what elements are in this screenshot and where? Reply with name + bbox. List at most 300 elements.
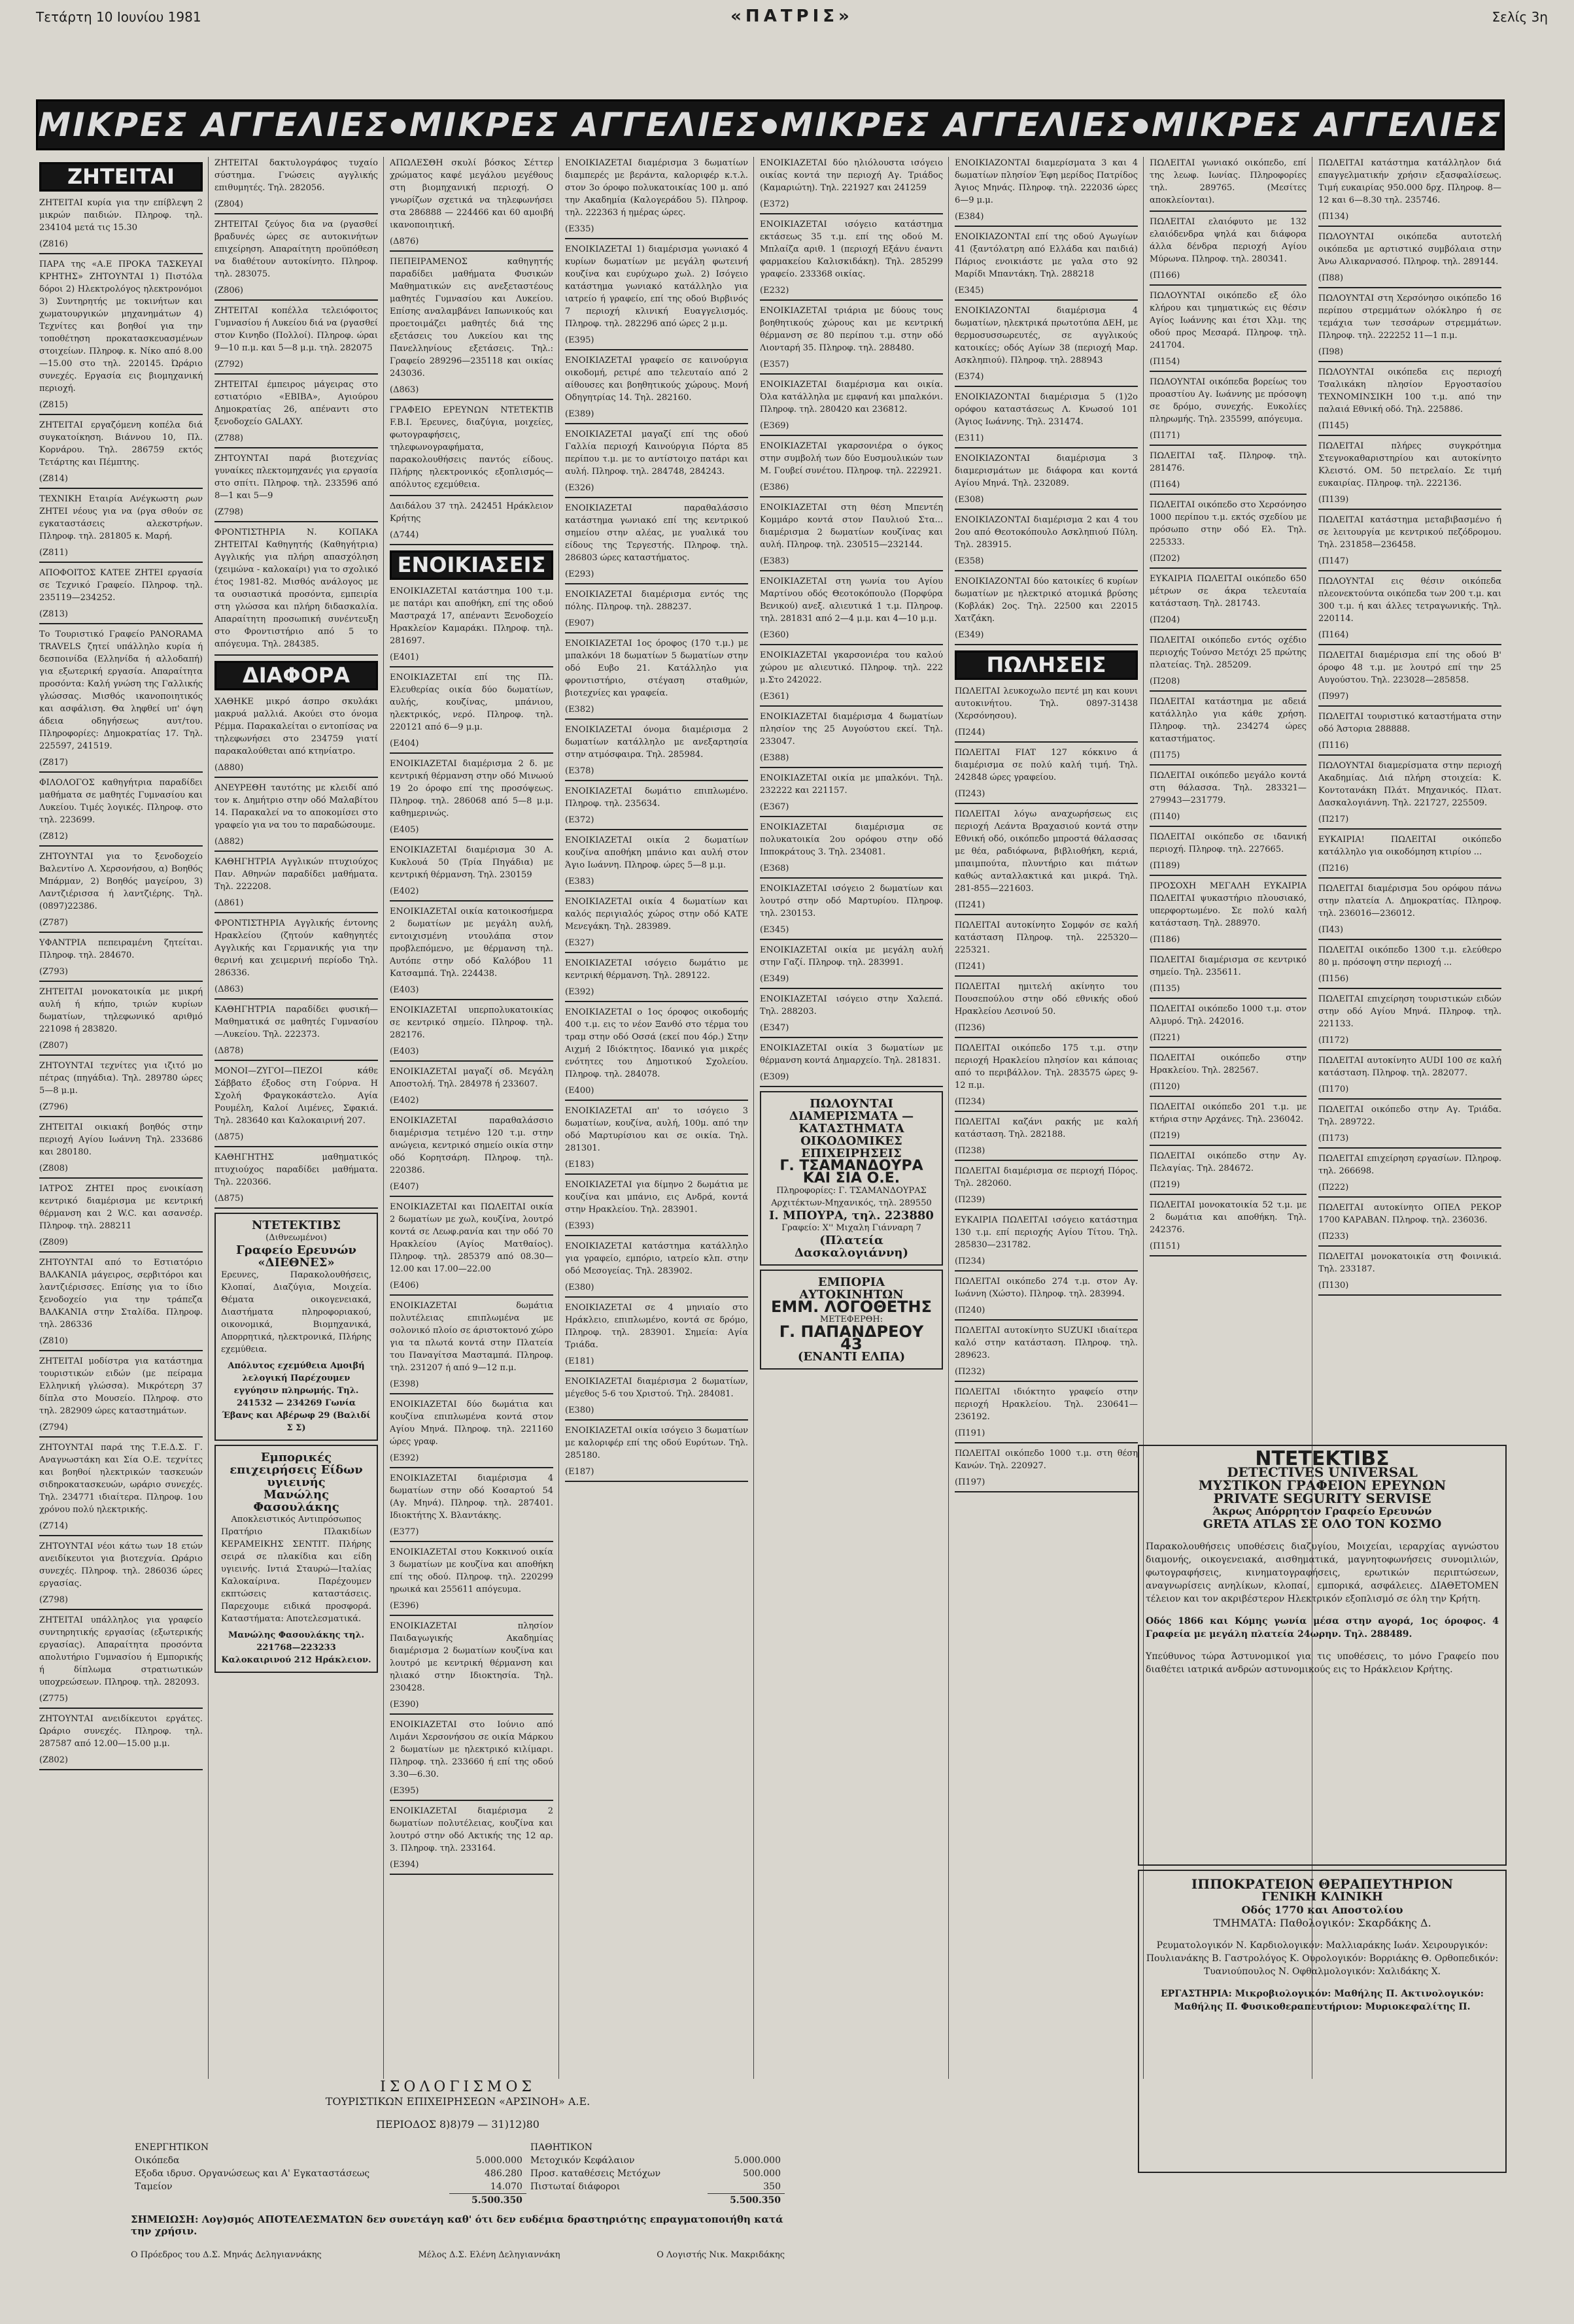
classified-ad bbox=[1318, 834, 1501, 879]
ad-divider bbox=[390, 1060, 553, 1062]
classified-ad bbox=[565, 157, 748, 239]
ad-code: (Π197) bbox=[955, 1477, 985, 1487]
classified-ad bbox=[390, 1805, 553, 1875]
ad-divider bbox=[760, 767, 943, 768]
ad-divider bbox=[390, 752, 553, 754]
ad-code: (Ζ798) bbox=[39, 1595, 68, 1605]
ad-text: ΠΩΛΕΙΤΑΙ FIAT 127 κόκκινο ά διαμέρισμα σε πολύ καλή τιμή. Τηλ. 242848 ώρες γραφείου. bbox=[955, 748, 1138, 783]
ad-text: ΕΝΟΙΚΙΑΖΕΤΑΙ διαμέρισμα 2 δωματίων, μέγεθος 5-6 του Χριστού. Τηλ. 284081. bbox=[565, 1377, 748, 1399]
ad-divider bbox=[955, 644, 1138, 645]
ad-code: (Ε311) bbox=[955, 433, 984, 443]
classified-ad bbox=[955, 1275, 1138, 1321]
ad-code: (Ε395) bbox=[565, 335, 594, 345]
ad-text: ΠΩΛΕΙΤΑΙ λευκοχωλο πεντέ μη και κουνι αυτοκινήτου. Τηλ. 0897-31438 (Χερσόνησου). bbox=[955, 686, 1138, 721]
ad-divider bbox=[565, 632, 748, 633]
classified-ad bbox=[760, 157, 943, 214]
ad-divider bbox=[1150, 1145, 1307, 1146]
ad-list bbox=[1150, 157, 1307, 1256]
ad-code: (Π154) bbox=[1150, 357, 1180, 367]
ad-code: (Ε390) bbox=[390, 1700, 419, 1709]
cell bbox=[131, 2194, 449, 2208]
cell bbox=[526, 2194, 708, 2208]
ad-code: (Ε308) bbox=[955, 495, 984, 505]
ad-title: ΝΤΕΤΕΚΤΙΒΣ bbox=[1255, 1447, 1390, 1470]
cell: Εξοδα ιδρυσ. Οργανώσεως και Α' Εγκαταστάσεως bbox=[135, 2168, 370, 2179]
ad-text: ΕΝΟΙΚΙΑΖΕΤΑΙ ισόγειο δωμάτιο με κεντρική θέρμανση. Τηλ. 289122. bbox=[565, 958, 748, 981]
ad-text: ΠΩΛΟΥΝΤΑΙ οικόπεδα εις περιοχή Τσαλικάκη πλησίον Εργοστασίου ΤΕΧΝΟΜΙΝΣΙΚΗ 100 τ.μ. από την παλαιά Εθνική οδό. Τηλ. 225886. bbox=[1318, 367, 1501, 414]
classified-ad bbox=[39, 1256, 203, 1351]
classified-ad bbox=[760, 711, 943, 768]
ad-code: (Π241) bbox=[955, 900, 985, 910]
liabilities-header: ΠΑΘΗΤΙΚΟΝ bbox=[530, 2142, 592, 2153]
ad-code: (Ε327) bbox=[565, 938, 594, 948]
signature: Ο Λογιστής Νικ. Μακριδάκης bbox=[657, 2250, 785, 2260]
ad-code: (Ε183) bbox=[565, 1160, 594, 1170]
ad-divider bbox=[955, 1270, 1138, 1271]
cell: 5.500.350 bbox=[449, 2194, 526, 2208]
ad-line: GRETA ATLAS ΣΕ ΟΛΟ ΤΟΝ ΚΟΣΜΟ bbox=[1203, 1517, 1442, 1531]
bullet-icon: ● bbox=[761, 113, 780, 137]
ad-code: (Π145) bbox=[1318, 421, 1349, 431]
ad-divider bbox=[955, 299, 1138, 301]
ad-code: (Δ876) bbox=[390, 237, 419, 246]
ad-code: (Ε404) bbox=[390, 739, 419, 749]
ad-text: ΕΝΟΙΚΙΑΖΕΤΑΙ γκαρσονιέρα του καλού χώρου με αλιευτικό. Πληροφ. τηλ. 222 μ.Στο 242022. bbox=[760, 650, 943, 685]
classified-ad bbox=[1318, 1054, 1501, 1100]
box-title: Εμπορικές επιχειρήσεις Είδων υγιεινής bbox=[230, 1451, 363, 1489]
ad-divider bbox=[565, 1419, 748, 1421]
banner-title: ΜΙΚΡΕΣ ΑΓΓΕΛΙΕΣ bbox=[38, 106, 390, 144]
ad-text: ΠΩΛΕΙΤΑΙ διαμέρισμα σε περιοχή Πόρος. Τηλ. 282060. bbox=[955, 1166, 1138, 1188]
ad-code: (Π164) bbox=[1150, 480, 1180, 490]
ad-code: (Π234) bbox=[955, 1097, 985, 1107]
ad-text: ΚΑΘΗΓΗΤΗΣ μαθηματικός πτυχιούχος παραδίδει μαθήματα. Τηλ. 220366. bbox=[214, 1153, 378, 1187]
ad-code: (Ε402) bbox=[390, 886, 419, 896]
table-row bbox=[131, 2154, 785, 2167]
ad-text: ΕΝΟΙΚΙΑΖΕΤΑΙ γραφείο σε καινούργια οικοδομή, ρετιρέ απο τελευταίο από 2 αίθουσες και βοηθητικούς χώρους. Μονή Οδηγητρίας 14. Τηλ. 282160. bbox=[565, 356, 748, 403]
classified-ad bbox=[760, 440, 943, 497]
ad-code: (Π241) bbox=[955, 962, 985, 971]
ad-text: ΠΕΠΕΙΡΑΜΕΝΟΣ καθηγητής παραδίδει μαθήματα Φυσικών Μαθηματικών εις ανεξεταστέους μαθητές Γυμνασίου και Λυκείου. Επίσης αναλαμβάνει Ιαπωνικούς και προετοιμάζει μαθητές διά της εξετάσεις του Λυκείου και της Πανελληνίους εξετάσεις. Τηλ.: Γραφείο 289296—235118 και οικίας 243036. bbox=[390, 257, 553, 379]
ad-list bbox=[760, 157, 943, 1087]
ad-text: ΕΝΟΙΚΙΑΖΕΤΑΙ επί της Πλ. Ελευθερίας οικία δύο δωματίων, αυλής, κουζίνας, μπάνιου, ηλεκτρικός, νερό. Πληροφ. τηλ. 220121 από 6—9 μ.μ. bbox=[390, 673, 553, 732]
ad-code: (Δ863) bbox=[214, 985, 244, 994]
signature: Μέλος Δ.Σ. Ελένη Δεληγιαννάκη bbox=[418, 2250, 560, 2260]
box-line: Αρχιτέκτων-Μηχανικός, τηλ. 289550 bbox=[771, 1198, 932, 1208]
ad-code: (Π233) bbox=[1318, 1232, 1349, 1241]
column-wanted bbox=[39, 157, 203, 2079]
ad-code: (Ε232) bbox=[760, 286, 789, 295]
classified-ad bbox=[1318, 1103, 1501, 1149]
ad-divider bbox=[390, 1541, 553, 1542]
classified-ad bbox=[955, 1042, 1138, 1112]
ad-code: (Ζ812) bbox=[39, 832, 68, 841]
classified-ad bbox=[1150, 1199, 1307, 1256]
ad-code: (Ε406) bbox=[390, 1281, 419, 1290]
ad-code: (Δ875) bbox=[214, 1194, 244, 1204]
ad-code: (Ε395) bbox=[390, 1786, 419, 1796]
ad-divider bbox=[955, 1209, 1138, 1210]
column-divider bbox=[753, 157, 754, 2079]
classified-ad bbox=[1318, 514, 1501, 571]
ad-list bbox=[214, 696, 378, 1209]
classified-ad bbox=[214, 782, 378, 852]
classified-ad bbox=[1318, 1202, 1501, 1247]
ad-text: ΕΝΟΙΚΙΑΖΕΤΑΙ παραθαλάσσιο διαμέρισμα τετμένο 120 τ.μ. στην ανώγεια, κεντρικό σημείο οικία στην οδό Κορητσάρη. Πληροφ. τηλ. 220386. bbox=[390, 1116, 553, 1175]
ad-text: ΠΩΛΕΙΤΑΙ καζάνι ρακής με καλή κατάσταση. Τηλ. 282188. bbox=[955, 1117, 1138, 1139]
table-row bbox=[131, 2194, 785, 2208]
cell: Οικόπεδα bbox=[135, 2155, 180, 2166]
classified-ad bbox=[39, 1540, 203, 1610]
ad-text: ΕΝΟΙΚΙΑΖΕΤΑΙ διαμέρισμα 3 δωματίων διαμπερές με βεράντα, καλοριφέρ κ.τ.λ. στον 3ο όροφο πολυκατοικίας 100 μ. από την Ακαδημία (Καλογεράδου 5). Πληροφ. τηλ. 222363 ή ημέρας ώρες. bbox=[565, 158, 748, 218]
ad-code: (Ε357) bbox=[760, 360, 789, 369]
balance-table bbox=[131, 2141, 785, 2207]
ad-code: (Π164) bbox=[1318, 630, 1349, 640]
section-header-misc: ΔΙΑΦΟΡΑ bbox=[214, 661, 378, 690]
ad-divider bbox=[955, 1442, 1138, 1443]
ad-divider bbox=[565, 583, 748, 584]
ad-divider bbox=[390, 250, 553, 252]
ad-divider bbox=[1150, 949, 1307, 950]
ad-code: (Ζ796) bbox=[39, 1102, 68, 1112]
ad-list bbox=[39, 197, 203, 1770]
ad-text: ΕΝΟΙΚΙΑΖΕΤΑΙ για δίμηνο 2 δωμάτια με κουζίνα και μπάνιο, εις Ανδρά, κοντά στην Ηρακλείου. Τηλ. 283901. bbox=[565, 1180, 748, 1215]
box-line: (Διθνεωμένοι) bbox=[265, 1233, 327, 1243]
ad-divider bbox=[1318, 988, 1501, 989]
banner-title: ΜΙΚΡΕΣ ΑΓΓΕΛΙΕΣ bbox=[780, 106, 1132, 144]
classified-ad bbox=[760, 883, 943, 940]
ad-divider bbox=[390, 666, 553, 667]
classified-ad bbox=[1318, 760, 1501, 830]
classified-ad bbox=[760, 1042, 943, 1087]
balance-title: ΙΣΟΛΟΓΙΣΜΟΣ bbox=[380, 2079, 536, 2095]
ad-divider bbox=[955, 975, 1138, 977]
ad-text: ΕΝΟΙΚΙΑΖΕΤΑΙ ισόγειο κατάστημα εκτάσεως 35 τ.μ. επί της οδού Μ. Μπλαίζα αριθ. 1 (περιοχή Εξάνυ έναντι φαρμακείου Καλισκιδάκη). Τηλ. 285299 γραφείο. 233368 οικίας. bbox=[760, 220, 943, 279]
ad-text: ΓΡΑΦΕΙΟ ΕΡΕΥΝΩΝ ΝΤΕΤΕΚΤΙΒ F.B.I. Έρευνες, διαζύγια, μοιχείες, φωτογραφήσεις, τηλεφωνογραφήματα, παρακολουθήσεις παντός είδους. Πλήρης ηλεκτρονικός εξοπλισμός—απόλυτος εχεμύθεια. bbox=[390, 405, 553, 490]
ad-text: ΠΩΛΕΙΤΑΙ τουριστικό καταστήματα στην οδό Άστορια 288888. bbox=[1318, 712, 1501, 734]
ad-text: ΕΝΟΙΚΙΑΖΕΤΑΙ δωμάτιο επιπλωμένο. Πληροφ. τηλ. 235634. bbox=[565, 786, 748, 809]
classified-ad bbox=[565, 724, 748, 781]
ad-code: (Ε398) bbox=[390, 1379, 419, 1389]
ad-body: Παρακολουθήσεις υποθέσεις διαζυγίου, Μοιχείαι, ιεραρχίας αγνώστου διαμονής, οικογενειακά, αισθηματικά, μαγνητοφωνήσεις συνομιλιών, φωτογραφήσεις, κινηματογραφήσεις, ερωτικών περιπτώσεων, αναγνωρίσεις ανηλίκων, κλοπαί, εμπορικά, ασφάλειες. ΔΙΑΘΕΤΟΜΕΝ τέλειον και τον ακριβέστερον Ηλεκτρικόν εξοπλισμό σε όλη την Κρήτη. bbox=[1146, 1541, 1499, 1604]
ad-text: ΠΩΛΕΙΤΑΙ οικόπεδο 175 τ.μ. στην περιοχή Ηρακλείου πλησίον και κάποιας από το περιβάλλον. Τηλ. 283575 ώρες 9-12 π.μ. bbox=[955, 1043, 1138, 1090]
ad-code: (Ε372) bbox=[760, 199, 789, 209]
ad-code: (Π166) bbox=[1150, 271, 1180, 280]
classified-ad bbox=[214, 452, 378, 522]
classified-ad bbox=[390, 1300, 553, 1394]
ad-code: (Δ875) bbox=[214, 1132, 244, 1142]
ad-code: (Ε380) bbox=[565, 1406, 594, 1415]
ad-code: (Δ880) bbox=[214, 763, 244, 773]
ad-divider bbox=[955, 803, 1138, 804]
ad-divider bbox=[1150, 371, 1307, 372]
ad-text: ΕΝΟΙΚΙΑΖΕΤΑΙ μαγαζί επί της οδού Γαλλία περιοχή Καινούργια Πόρτα 85 περίπου τ.μ. με το αντίστοιχο πατάρι και αυλή. Πληροφ. τηλ. 284748, 284243. bbox=[565, 429, 748, 477]
ad-text: ΠΩΛΕΙΤΑΙ αυτοκίνητο Σομφόν σε καλή κατάσταση Πληροφ. τηλ. 225320—225321. bbox=[955, 920, 1138, 955]
ad-divider bbox=[390, 399, 553, 400]
ad-text: ΕΝΟΙΚΙΑΖΕΤΑΙ οικία 3 δωματίων με θέρμανση κοντά Δημαρχείο. Τηλ. 281831. bbox=[760, 1043, 943, 1066]
classified-ad bbox=[760, 649, 943, 707]
classified-ad bbox=[955, 1386, 1138, 1443]
ad-divider bbox=[39, 1436, 203, 1438]
ad-text: ΕΝΟΙΚΙΑΖΕΤΑΙ ο 1ος όροφος οικοδομής 400 τ.μ. εις το νέον Ξανθό στο τέρμα του τραμ στην οδό Οσσά (εκεί που 4όρ.) Στην Αιχμή 2 Ιδιόκτητος. Ιδανικό για μικρές ενότητες του Δημοτικού Σχολείου. Πληροφ. τηλ. 284078. bbox=[565, 1007, 748, 1079]
cell: 500.000 bbox=[743, 2168, 781, 2179]
ad-divider bbox=[390, 1393, 553, 1394]
ad-text: ΠΩΛΕΙΤΑΙ γωνιακό οικόπεδο, επί της λεωφ. Ιωνίας. Πληροφορίες τηλ. 289765. (Μεσίτες αποκλείονται). bbox=[1150, 158, 1307, 205]
classified-ad bbox=[760, 944, 943, 989]
classified-ad bbox=[1150, 1052, 1307, 1097]
classified-ad bbox=[955, 157, 1138, 227]
ad-code: (Ζ809) bbox=[39, 1238, 68, 1247]
ad-text: ΖΗΤΟΥΝΤΑΙ παρά βιοτεχνίας γυναίκες πλεκτομηχανές για εργασία στο σπίτι. Πληροφ. τηλ. 233596 από 8—1 και 5—9 bbox=[214, 454, 378, 501]
box-line: ΟΙΚΟΔΟΜΙΚΕΣ ΕΠΙΧΕΙΡΗΣΕΙΣ bbox=[800, 1134, 902, 1160]
ad-text: ΠΩΛΕΙΤΑΙ κατάστημα μεταβιβασμένο ή σε λειτουργία με κεντρικού πεζόδρομου. Τηλ. 231858—236458. bbox=[1318, 515, 1501, 550]
ad-code: (Ζ806) bbox=[214, 286, 243, 295]
classified-ad bbox=[1150, 1003, 1307, 1048]
ad-divider bbox=[1150, 629, 1307, 630]
ad-code: (Ε389) bbox=[565, 409, 594, 419]
ad-text: ΠΩΛΕΙΤΑΙ διαμέρισμα 5ου ορόφου πάνω στην πλατεία Λ. Δημοκρατίας. Πληροφ. τηλ. 236016—236012. bbox=[1318, 884, 1501, 918]
ad-divider bbox=[760, 988, 943, 989]
ad-text: ΚΑΘΗΓΗΤΡΙΑ παραδίδει φυσική—Μαθηματικά σε μαθητές Γυμνασίου—Λυκείου. Τηλ. 222373. bbox=[214, 1005, 378, 1039]
ad-code: (Δ863) bbox=[390, 385, 419, 395]
ad-text: ΕΝΟΙΚΙΑΖΕΤΑΙ διαμέρισμα 2 δωματίων πολυτέλειας, κουζίνα και λουτρό στην οδό Ακτικής της 12 αρ. 3. Πληροφ. τηλ. 233164. bbox=[390, 1806, 553, 1853]
classified-ad bbox=[39, 850, 203, 933]
ad-code: (Π234) bbox=[955, 1256, 985, 1266]
ad-text: ΠΩΛΕΙΤΑΙ οικόπεδο στην Ηρακλείου. Τηλ. 282567. bbox=[1150, 1053, 1307, 1075]
ad-code: (Ζ815) bbox=[39, 400, 68, 410]
classified-ad bbox=[390, 905, 553, 1000]
ad-code: (Π173) bbox=[1318, 1134, 1349, 1143]
ad-divider bbox=[760, 213, 943, 214]
classified-ad bbox=[565, 1105, 748, 1175]
ad-list bbox=[955, 685, 1138, 1492]
ad-list bbox=[214, 157, 378, 656]
ad-text: ΕΝΟΙΚΙΑΖΕΤΑΙ στη θέση Μπεντέη Κομμάρο κοντά στον Παυλιού Στα... διαμέρισμα 2 δωματίων κουζίνας και αυλή. Πληροφ. τηλ. 230515—232144. bbox=[760, 503, 943, 550]
table-row bbox=[131, 2180, 785, 2194]
classified-ad bbox=[390, 1472, 553, 1542]
ad-contact: Οδός 1866 και Κόμης γωνία μέσα στην αγορά, 1ος όροφος. 4 Γραφεία με μεγάλη πλατεία 24ωρην. Τηλ. 288489. bbox=[1146, 1616, 1499, 1640]
classified-ad bbox=[565, 1375, 748, 1421]
cell: Προσ. καταθέσεις Μετόχων bbox=[530, 2168, 661, 2179]
column-divider bbox=[383, 157, 384, 2079]
column-wanted-misc bbox=[214, 157, 378, 2079]
classified-ad bbox=[39, 197, 203, 254]
ad-code: (Ε374) bbox=[955, 372, 984, 382]
ad-text: ΕΝΟΙΚΙΑΖΕΤΑΙ στη γωνία του Αγίου Μαρτίνου οδός Θεοτοκόπουλο (Πορφύρα Βενικού) ανεξ. αλιευτικά 1 τ.μ. Πληροφ. τηλ. 281831 από 2—4 μ.μ. και 4—10 μ.μ. bbox=[760, 577, 943, 624]
ad-text: ΕΝΟΙΚΙΑΖΕΤΑΙ διαμέρισμα και οικία. Όλα κατάλληλα με εμφανή και μπαλκόνι. Πληροφ. τηλ. 280420 και 236812. bbox=[760, 380, 943, 414]
ad-divider bbox=[1318, 705, 1501, 707]
ad-text: ΖΗΤΕΙΤΑΙ κοπέλλα τελειόφοιτος Γυμνασίου ή Λυκείου διά να (ργασθεί στον Κινηδο (Πολλοί). Πληροφ. ώραι 9—10 π.μ. και 5—8 μ.μ. τηλ. 282075 bbox=[214, 306, 378, 353]
ad-code: (Ε407) bbox=[390, 1182, 419, 1192]
ad-text: ΠΩΛΕΙΤΑΙ ημιτελή ακίνητο του Πουσεπούλου στην οδό εθνικής οδού Ηρακλείου Λεσινού 50. bbox=[955, 982, 1138, 1017]
ad-code: (Π172) bbox=[1318, 1036, 1349, 1045]
ad-divider bbox=[39, 981, 203, 982]
car-dealer-ad-box bbox=[760, 1270, 943, 1370]
ad-text: ΖΗΤΟΥΝΤΑΙ ανειδίκευτοι εργάτες. Ωράριο συνεχές. Πληροφ. τηλ. 287587 από 12.00—15.00 μ.μ. bbox=[39, 1714, 203, 1749]
ad-code: (Ζ813) bbox=[39, 609, 68, 619]
classified-ad bbox=[955, 685, 1138, 743]
ad-code: (Π191) bbox=[955, 1428, 985, 1438]
classified-ad bbox=[955, 452, 1138, 510]
ad-code: (Ε401) bbox=[390, 652, 419, 662]
classified-ad bbox=[390, 256, 553, 400]
box-line: ΠΩΛΟΥΝΤΑΙ bbox=[810, 1097, 893, 1111]
ad-divider bbox=[39, 1535, 203, 1536]
classified-ad bbox=[955, 1165, 1138, 1210]
ad-divider bbox=[214, 447, 378, 448]
classified-ad bbox=[214, 218, 378, 301]
ad-text: ΠΑΡΑ της «Α.Ε ΠΡΟΚΑ ΤΑΣΚΕΥΑΙ ΚΡΗΤΗΣ» ΖΗΤΟΥΝΤΑΙ 1) Πιστόλα δόροι 2) Ηλεκτρολόγος ηλεκτρονόμοι 3) Συντηρητής με τοκινήτων και χωματουργικών μηχανημάτων 4) Τεχνίτες και βοηθοί για την τοποθέτηση προκατασκευασμένων στοιχείων. Πληροφ. κ. Νίκο από 8.00—15.00 στο τηλ. 220145. Ώράριο συνεχές. Εργασία εις βιομηχανική περιοχή. bbox=[39, 260, 203, 394]
ad-divider bbox=[1150, 1255, 1307, 1256]
cell: 5.500.350 bbox=[708, 2194, 785, 2208]
ad-divider bbox=[1318, 939, 1501, 940]
ad-divider bbox=[955, 447, 1138, 448]
ad-divider bbox=[390, 999, 553, 1000]
classified-ad bbox=[39, 1441, 203, 1536]
ad-divider bbox=[214, 912, 378, 913]
ad-divider bbox=[1150, 284, 1307, 286]
ad-code: (Ε400) bbox=[565, 1086, 594, 1096]
ad-code: (Π175) bbox=[1150, 750, 1180, 760]
ad-code: (Π221) bbox=[1150, 1033, 1180, 1043]
ad-divider bbox=[390, 1109, 553, 1111]
sanitary-ad-box bbox=[214, 1445, 378, 1673]
ad-code: (Ε345) bbox=[760, 925, 789, 935]
box-title: ΝΤΕΤΕΚΤΙΒΣ bbox=[251, 1219, 341, 1232]
ad-divider bbox=[955, 226, 1138, 227]
ad-text: ΕΝΟΙΚΙΑΖΕΤΑΙ και ΠΩΛΕΙΤΑΙ οικία 2 δωματίων με χωλ, κουζίνα, λουτρό κοντά σε Λεωφ.ρανία και την οδό 70 Ηρακλείου (Αγίος Ματθαίος). Πληροφ. τηλ. 285379 από 08.30—12.00 και 17.00—22.00 bbox=[390, 1202, 553, 1274]
ad-divider bbox=[760, 496, 943, 497]
classified-ad bbox=[214, 1065, 378, 1147]
ad-code: (Π204) bbox=[1150, 615, 1180, 625]
ad-divider bbox=[39, 488, 203, 489]
ad-text: ΠΩΛΕΙΤΑΙ επιχείρηση εργασίων. Πληροφ. τηλ. 266698. bbox=[1318, 1154, 1501, 1176]
ad-text: ΕΝΟΙΚΙΑΖΕΤΑΙ στο Ιούνιο από Λιμάνι Χερσονήσου σε οικία Μάρκου 2 δωματίων με ηλεκτρικό κιλίμαρι. Πληροφ. τηλ. 233660 ή επί της οδού 3.30—6.30. bbox=[390, 1720, 553, 1779]
ad-text: ΕΝΟΙΚΙΑΖΕΤΑΙ στου Κοκκινού οικία 3 δωματίων με κουζίνα και αποθήκη επί της οδού. Πληροφ. τηλ. 220299 ηρωικά και 255611 απόγευμα. bbox=[390, 1547, 553, 1594]
ad-divider bbox=[565, 952, 748, 953]
ad-code: (Π219) bbox=[1150, 1180, 1180, 1190]
ad-code: (Ε347) bbox=[760, 1023, 789, 1033]
ad-code: (Π151) bbox=[1150, 1241, 1180, 1251]
classified-ad bbox=[1318, 649, 1501, 707]
classified-ad bbox=[565, 834, 748, 892]
ad-divider bbox=[39, 1708, 203, 1709]
classified-ad bbox=[1318, 1251, 1501, 1296]
classified-ad bbox=[1150, 769, 1307, 827]
classified-ad bbox=[390, 404, 553, 496]
ad-divider bbox=[760, 435, 943, 436]
ad-divider bbox=[1318, 828, 1501, 830]
ad-divider bbox=[39, 932, 203, 933]
ad-text: ΕΝΟΙΚΙΑΖΕΤΑΙ διαμέρισμα 2 δ. με κεντρική θέρμανση στην οδό Μινωού 19 2ο όροφο επί της προσόψεως. Πληροφ. τηλ. 286068 από 5—8 μ.μ. καθημερινώς. bbox=[390, 759, 553, 818]
box-line: ΜΕΤΕΦΕΡΘΗ: bbox=[819, 1315, 883, 1324]
classified-ad bbox=[390, 758, 553, 840]
ad-divider bbox=[39, 562, 203, 563]
classified-ad bbox=[1318, 883, 1501, 940]
ad-text: ΖΗΤΕΙΤΑΙ εργαζόμενη κοπέλα διά συγκατοίκηση. Βιάννου 10, Πλ. Κορνάρου. Τηλ. 286759 εκτός Τετάρτης και Πέμπτης. bbox=[39, 420, 203, 467]
ad-text: ΕΝΟΙΚΙΑΖΕΤΑΙ τριάρια με δύους τους βοηθητικούς χώρους και με κεντρική θέρμανση σε 80 περίπου τ.μ. στην οδό Λιονταρή 35. Πληροφ. τηλ. 288480. bbox=[760, 306, 943, 353]
ad-divider bbox=[565, 1296, 748, 1298]
ad-divider bbox=[1318, 1147, 1501, 1149]
ad-code: (Π239) bbox=[955, 1195, 985, 1205]
ad-code: (Π156) bbox=[1318, 974, 1349, 984]
column-divider bbox=[208, 157, 209, 2079]
ad-code: (Π997) bbox=[1318, 692, 1349, 701]
ad-text: ΑΠΟΦΟΙΤΟΣ ΚΑΤΕΕ ΖΗΤΕΙ εργασία σε Τεχνικό Γραφείο. Πληροφ. τηλ. 235119—234252. bbox=[39, 568, 203, 603]
ad-list bbox=[390, 585, 553, 1875]
classified-ad bbox=[760, 501, 943, 571]
classified-ad bbox=[390, 1546, 553, 1616]
ad-divider bbox=[39, 1116, 203, 1117]
ad-text: ΕΝΟΙΚΙΑΖΕΤΑΙ δωμάτια πολυτέλειας επιπλωμένα με σολονικό πλοίο σε άριστοκτονό χώρο για τα πλωτά κοντά στην Πλατεία του Παναγίτσα Μασταμπά. Πληροφ. τηλ. 231207 ή από 9—12 π.μ. bbox=[390, 1301, 553, 1373]
classified-ad bbox=[1150, 1150, 1307, 1195]
ad-code: (Ε349) bbox=[760, 974, 789, 984]
ad-text: ΕΝΟΙΚΙΑΖΕΤΑΙ ισόγειο στην Χαλεπά. Τηλ. 288203. bbox=[760, 994, 943, 1017]
classified-ad bbox=[1318, 157, 1501, 227]
classified-ad bbox=[1318, 440, 1501, 510]
table-row bbox=[131, 2167, 785, 2180]
ad-divider bbox=[390, 900, 553, 901]
classified-ad bbox=[1318, 292, 1501, 362]
ad-divider bbox=[1150, 998, 1307, 999]
ad-code: (Ζ810) bbox=[39, 1336, 68, 1346]
classified-ad bbox=[390, 585, 553, 667]
ad-body: Ρευματολογικόν Ν. Καρδιολογικόν: Μαλλιαράκης Ιωάν. Χειρουργικόν: Πουλιανάκης Β. Γαστρολόγος Κ. Ουρολογικόν: Βορριάκης Θ. Ορθοπεδικόν: Τυανιούπουλος Ν. Οφθαλμολογικόν: Χαλιδάκης Χ. bbox=[1146, 1940, 1499, 1977]
ad-text: ΕΝΟΙΚΙΑΖΟΝΤΑΙ διαμέρισμα 3 διαμερισμάτων με διάφορα και κοντά Αγίου Μηνά. Τηλ. 232089. bbox=[955, 454, 1138, 488]
assets-header: ΕΝΕΡΓΗΤΙΚΟΝ bbox=[135, 2142, 209, 2153]
ad-code: (Ε349) bbox=[955, 630, 984, 640]
ad-foot: Υπεύθυνος τώρα Άστυνομικοί για τις υποθέσεις, το μόνο Γραφείο που διαθέτει ιατρικά ανδρών αστυνομικούς εις το Ηράκλειον Κρήτης. bbox=[1146, 1651, 1499, 1675]
ad-code: (Π217) bbox=[1318, 815, 1349, 824]
ad-text: ΖΗΤΟΥΝΤΑΙ τεχνίτες για ιζιτό μο πέτρας (πηγάδια). Τηλ. 289780 ώρες 5—8 μ.μ. bbox=[39, 1061, 203, 1096]
ad-divider bbox=[214, 654, 378, 656]
classified-ad bbox=[1318, 231, 1501, 288]
cell: Πιστωταί διάφοροι bbox=[530, 2181, 621, 2193]
ad-text: ΕΝΟΙΚΙΑΖΕΤΑΙ οικία ισόγειο 3 δωματίων με καλοριφέρ επί της οδού Ευρύτων. Τηλ. 285180. bbox=[565, 1426, 748, 1460]
ad-text: ΕΝΟΙΚΙΑΖΟΝΤΑΙ δύο κατοικίες 6 κυρίων δωματίων με ηλεκτρικό ατομικά βρύσης (Κοβλάκ) 2ος. Τηλ. 22500 και 22015 Χατζάκη. bbox=[955, 577, 1138, 624]
box-line: ΕΜΜ. ΛΟΓΟΘΕΤΗΣ bbox=[771, 1298, 932, 1316]
ad-text: ΠΩΛΕΙΤΑΙ αυτοκίνητο SUZUKI ιδιαίτερα καλό στην κατάσταση. Πληροφ. τηλ. 289623. bbox=[955, 1326, 1138, 1360]
classified-ad bbox=[760, 993, 943, 1038]
classified-ad bbox=[390, 671, 553, 754]
ad-divider bbox=[39, 771, 203, 773]
classified-ad bbox=[214, 305, 378, 375]
classified-ad bbox=[39, 419, 203, 489]
box-line: Πληροφορίες: Γ. ΤΣΑΜΑΝΔΟΥΡΑΣ bbox=[776, 1186, 927, 1196]
ad-code: (Ε403) bbox=[390, 1047, 419, 1056]
classified-ad bbox=[565, 637, 748, 720]
ad-divider bbox=[565, 1481, 748, 1482]
classified-ad bbox=[39, 628, 203, 773]
ad-code: (Ζ787) bbox=[39, 918, 68, 928]
ad-code: (Π135) bbox=[1150, 984, 1180, 994]
ad-text: ΖΗΤΕΙΤΑΙ μονοκατοικία με μικρή αυλή ή κήπο, τριών κυρίων δωματίων, τηλεφωνικό αριθμό 221098 ή 283820. bbox=[39, 987, 203, 1034]
ad-text: ΕΝΟΙΚΙΑΖΟΝΤΑΙ επί της οδού Αγωγίων 41 (ξαντόλατρη από Ελλάδα και παιδιά) Πάριος ενοικιάστε με γαλα στο 92 Μαρίδι Μπαντάκη. Τηλ. 288218 bbox=[955, 232, 1138, 279]
classified-ad bbox=[214, 379, 378, 448]
classified-ad bbox=[1150, 880, 1307, 950]
ad-divider bbox=[214, 850, 378, 852]
cell: 5.000.000 bbox=[475, 2155, 522, 2166]
ad-divider bbox=[214, 998, 378, 1000]
ad-divider bbox=[565, 497, 748, 498]
classified-ad bbox=[390, 1620, 553, 1715]
ad-divider bbox=[565, 718, 748, 720]
ad-divider bbox=[214, 299, 378, 301]
ad-line: ΤΜΗΜΑΤΑ: Παθολογικόν: Σκαρδάκης Δ. bbox=[1213, 1917, 1431, 1929]
ad-code: (Ε181) bbox=[565, 1356, 594, 1366]
box-line: Ι. ΜΠΟΥΡΑ, τηλ. 223880 bbox=[769, 1209, 934, 1222]
ad-divider bbox=[760, 570, 943, 571]
